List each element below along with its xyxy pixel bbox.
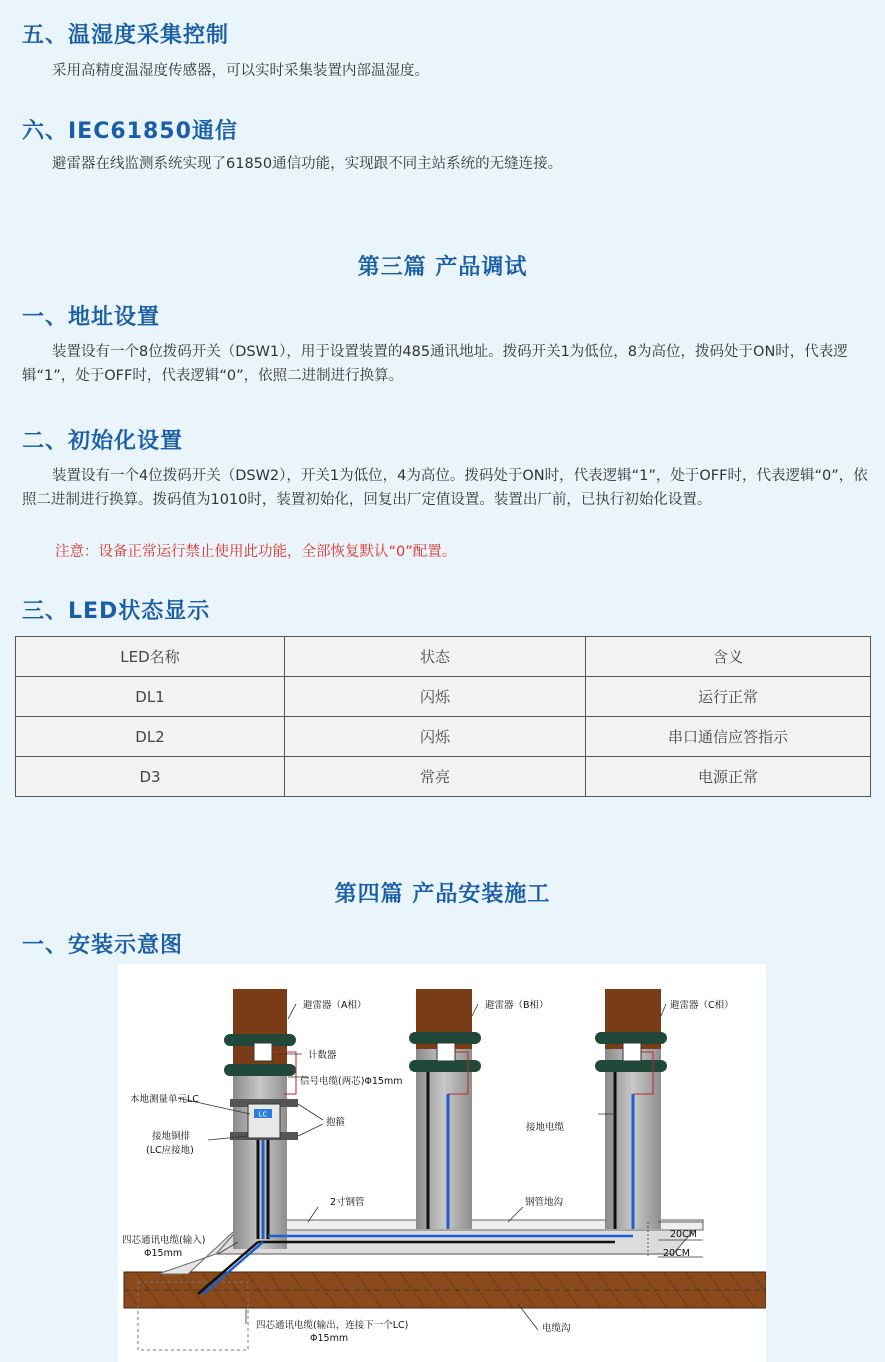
table-cell: DL2 (16, 717, 285, 757)
label-output-cable: 四芯通讯电缆(输出，连接下一个LC) (256, 1320, 409, 1331)
label-counter: 计数器 (308, 1050, 337, 1061)
section-text-iec61850: 避雷器在线监测系统实现了61850通信功能，实现跟不同主站系统的无缝连接。 (52, 156, 563, 172)
table-header-cell: LED名称 (16, 637, 285, 677)
table-row (16, 677, 871, 717)
table-header-row (16, 637, 871, 677)
led-status-table (15, 636, 871, 797)
label-steel-pipe: 2寸钢管 (330, 1197, 365, 1208)
chapter-title-debug: 第三篇 产品调试 (357, 255, 528, 280)
label-copper-bar: 接地铜排 (152, 1131, 191, 1142)
label-output-dia: Φ15mm (310, 1333, 349, 1344)
section-title-humidity: 五、温湿度采集控制 (22, 23, 230, 48)
label-signal-cable: 信号电缆(两芯)Φ15mm (300, 1076, 403, 1087)
label-copper-bar-note: (LC应接地) (146, 1145, 194, 1156)
table-header-cell: 状态 (285, 637, 586, 677)
table-cell: 电源正常 (586, 757, 871, 797)
table-cell: 闪烁 (285, 677, 586, 717)
label-lc-unit: 本地测量单元LC (130, 1094, 199, 1105)
installation-diagram (118, 964, 766, 1362)
label-input-cable: 四芯通讯电缆(输入) (122, 1235, 206, 1246)
section-title-led: 三、LED状态显示 (22, 599, 211, 624)
label-depth-1: 20CM (670, 1229, 697, 1240)
counter-a (254, 1043, 272, 1061)
section-title-diagram: 一、安装示意图 (22, 933, 184, 958)
pole-a (233, 1059, 287, 1249)
section-text-init: 装置设有一个4位拨码开关（DSW2），开关1为低位，4为高位。拨码处于ON时，代表逻辑“1”，处于OFF时，代表逻辑“0”，依照二进制进行换算。拨码值为1010时，装置初始化，回复出厂定值设置。装置出厂前，已执行初始化设置。 (22, 468, 868, 508)
label-ground-cable: 接地电缆 (526, 1122, 565, 1133)
table-cell: 常亮 (285, 757, 586, 797)
table-header-cell: 含义 (586, 637, 871, 677)
chapter-title-install: 第四篇 产品安装施工 (334, 882, 551, 907)
label-arrester-b: 避雷器（B相） (485, 1000, 549, 1011)
table-cell: D3 (16, 757, 285, 797)
section-text-humidity: 采用高精度温湿度传感器，可以实时采集装置内部温湿度。 (52, 63, 429, 79)
table-cell: 闪烁 (285, 717, 586, 757)
table-cell: 运行正常 (586, 677, 871, 717)
section-title-iec61850: 六、IEC61850通信 (22, 119, 238, 144)
label-arrester-c: 避雷器（C相） (670, 1000, 734, 1011)
lc-badge-label: LC (258, 1110, 268, 1119)
label-clamp: 抱箍 (326, 1117, 346, 1128)
table-cell: DL1 (16, 677, 285, 717)
warning-note: 注意：设备正常运行禁止使用此功能，全部恢复默认“0”配置。 (55, 544, 457, 560)
label-input-dia: Φ15mm (144, 1248, 183, 1259)
section-text-address: 装置设有一个8位拨码开关（DSW1），用于设置装置的485通讯地址。拨码开关1为低位，8为高位，拨码处于ON时，代表逻辑“1”，处于OFF时，代表逻辑“0”，依照二进制进行换算。 (22, 344, 848, 384)
section-title-address: 一、地址设置 (22, 305, 161, 330)
table-cell: 串口通信应答指示 (586, 717, 871, 757)
table-row (16, 757, 871, 797)
label-arrester-a: 避雷器（A相） (303, 1000, 367, 1011)
label-cable-trench: 电缆沟 (542, 1323, 571, 1334)
section-title-init: 二、初始化设置 (22, 429, 184, 454)
label-depth-2: 20CM (663, 1248, 690, 1259)
label-pipe-trench: 钢管地沟 (525, 1197, 564, 1208)
table-row (16, 717, 871, 757)
